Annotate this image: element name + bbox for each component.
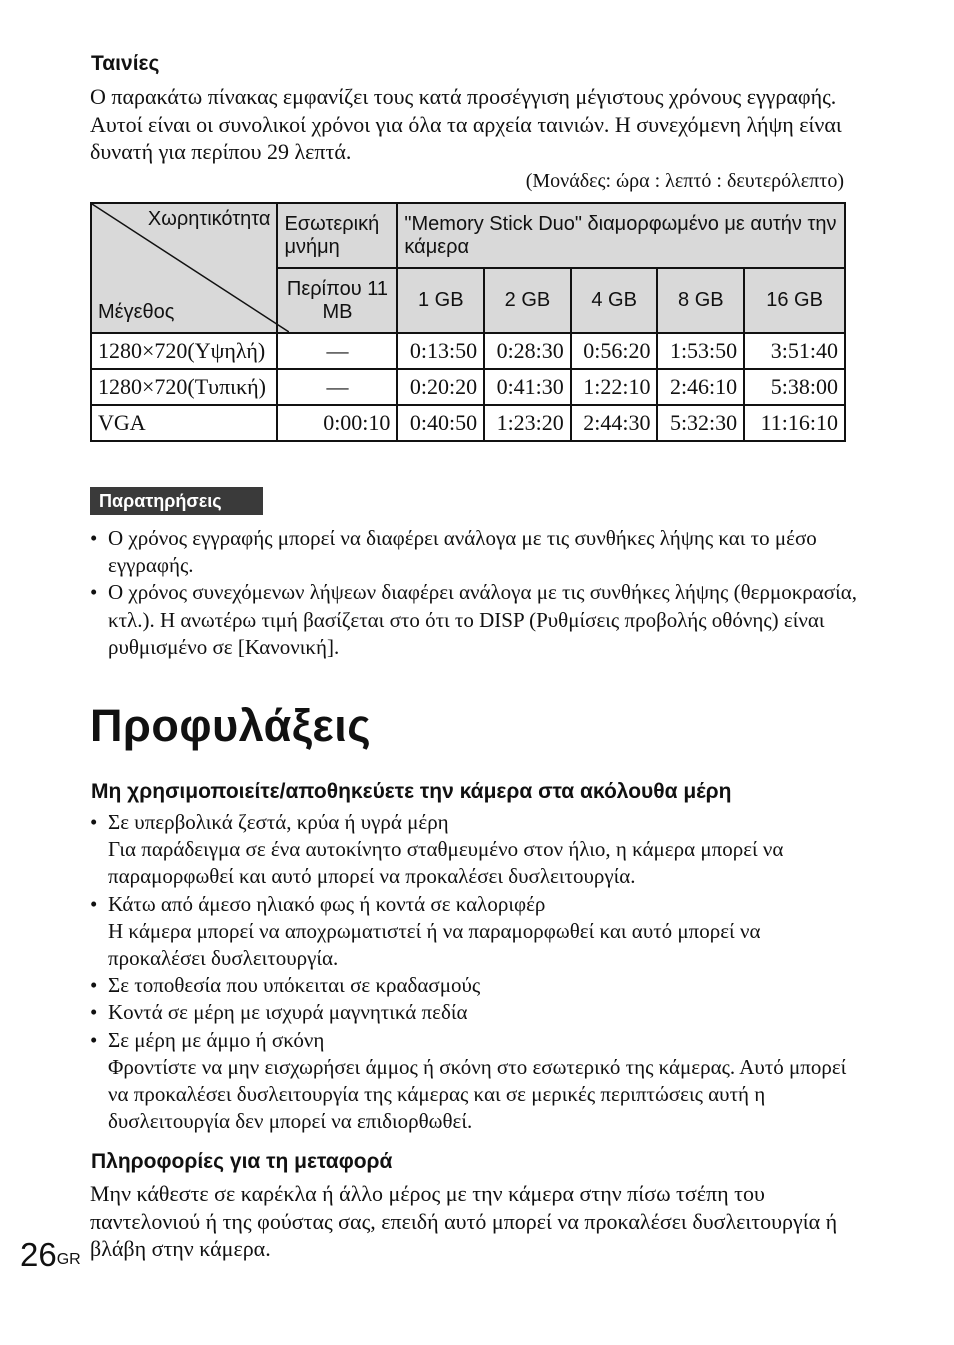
table-row bbox=[91, 333, 845, 369]
list-item-title: Σε υπερβολικά ζεστά, κρύα ή υγρά μέρη bbox=[108, 810, 449, 834]
list-item bbox=[90, 972, 860, 999]
table-row bbox=[91, 405, 845, 441]
table-cell: 0:56:20 bbox=[571, 333, 658, 369]
table-cell: — bbox=[277, 369, 397, 405]
list-item-detail: Η κάμερα μπορεί να αποχρωματιστεί ή να παραμορφωθεί και αυτό μπορεί να προκαλέσει δυσλειτουργία. bbox=[108, 918, 761, 971]
list-item: • Ο χρόνος συνεχόμενων λήψεων διαφέρει ανάλογα με τις συνθήκες λήψης (θερμοκρασία, κτλ.). Η ανωτέρω τιμή βασίζεται στο ότι το DISP (Ρυθμίσεις προβολής οθόνης) είναι ρυθμισμένο σε [Κανονική]. bbox=[90, 579, 860, 661]
row-label: 1280×720(Υψηλή) bbox=[91, 333, 277, 369]
list-item bbox=[90, 809, 860, 891]
table-cell: 5:38:00 bbox=[744, 369, 845, 405]
list-item-detail: Φροντίστε να μην εισχωρήσει άμμος ή σκόνη στο εσωτερικό της κάμερας. Αυτό μπορεί να προκαλέσει δυσλειτουργία της κάμερας και σε μερικές περιπτώσεις αυτή η δυσλειτουργία δεν μπορεί να επιδιορθωθεί. bbox=[108, 1054, 847, 1134]
table-row bbox=[91, 369, 845, 405]
list-item bbox=[90, 999, 860, 1026]
units-note: (Μονάδες: ώρα : λεπτό : δευτερόλεπτο) bbox=[525, 170, 844, 192]
table-cell: 0:40:50 bbox=[397, 405, 484, 441]
carry-text: Μην κάθεστε σε καρέκλα ή άλλο μέρος με την κάμερα στην πίσω τσέπη του παντελονιού ή της φούστας σας, επειδή αυτό μπορεί να προκαλέσει δυσλειτουργία ή βλάβη στην κάμερα. bbox=[90, 1181, 838, 1261]
page-title: Προφυλάξεις bbox=[90, 700, 372, 751]
table-cell: 0:41:30 bbox=[484, 369, 571, 405]
page-number bbox=[20, 1236, 81, 1274]
list-item-title: Σε τοποθεσία που υπόκειται σε κραδασμούς bbox=[108, 973, 481, 998]
table-cell: 0:13:50 bbox=[397, 333, 484, 369]
storage-list bbox=[90, 809, 860, 1135]
carry-heading: Πληροφορίες για τη μεταφορά bbox=[91, 1150, 393, 1173]
internal-memory-header: Εσωτερική μνήμη bbox=[277, 203, 397, 268]
page-number-value: 26 bbox=[20, 1236, 57, 1273]
table-cell: 0:20:20 bbox=[397, 369, 484, 405]
table-cell: 2:44:30 bbox=[571, 405, 658, 441]
table-cell: 1:53:50 bbox=[657, 333, 744, 369]
table-cell: 3:51:40 bbox=[744, 333, 845, 369]
table-cell: — bbox=[277, 333, 397, 369]
corner-size-label: Μέγεθος bbox=[98, 301, 175, 323]
column-header: 4 GB bbox=[571, 268, 658, 333]
list-item: • Ο χρόνος εγγραφής μπορεί να διαφέρει ανάλογα με τις συνθήκες λήψης και το μέσο εγγραφής. bbox=[90, 525, 860, 579]
table-cell: 0:28:30 bbox=[484, 333, 571, 369]
table-cell: 0:00:10 bbox=[277, 405, 397, 441]
list-item bbox=[90, 891, 860, 973]
notes-list bbox=[90, 525, 860, 661]
storage-heading: Μη χρησιμοποιείτε/αποθηκεύετε την κάμερα στα ακόλουθα μέρη bbox=[91, 780, 732, 803]
memory-stick-header: "Memory Stick Duo" διαμορφωμένο με αυτήν την κάμερα bbox=[397, 203, 845, 268]
list-item-title: Κοντά σε μέρη με ισχυρά μαγνητικά πεδία bbox=[108, 1000, 468, 1025]
list-item-detail: Για παράδειγμα σε ένα αυτοκίνητο σταθμευμένο στον ήλιο, η κάμερα μπορεί να παραμορφωθεί και αυτό μπορεί να προκαλέσει δυσλειτουργία. bbox=[108, 837, 784, 889]
movies-intro: Ο παρακάτω πίνακας εμφανίζει τους κατά προσέγγιση μέγιστους χρόνους εγγραφής. Αυτοί είναι οι συνολικοί χρόνοι για όλα τα αρχεία ταινιών. Η συνεχόμενη λήψη είναι δυνατή για περίπου 29 λεπτά. bbox=[90, 84, 842, 164]
column-header: 8 GB bbox=[657, 268, 744, 333]
corner-capacity-label: Χωρητικότητα bbox=[147, 208, 271, 230]
list-item-title: Σε μέρη με άμμο ή σκόνη bbox=[108, 1027, 325, 1052]
table-cell: 5:32:30 bbox=[657, 405, 744, 441]
internal-memory-subheader: Περίπου 11 MB bbox=[277, 268, 397, 333]
table-cell: 1:23:20 bbox=[484, 405, 571, 441]
notes-badge: Παρατηρήσεις bbox=[90, 487, 263, 515]
table-cell: 2:46:10 bbox=[657, 369, 744, 405]
page-number-suffix: GR bbox=[56, 1251, 81, 1268]
row-label: 1280×720(Τυπική) bbox=[91, 369, 277, 405]
recording-time-table bbox=[90, 202, 846, 442]
movies-heading: Ταινίες bbox=[91, 52, 160, 75]
table-cell: 1:22:10 bbox=[571, 369, 658, 405]
table-corner-cell bbox=[91, 203, 277, 333]
list-item bbox=[90, 1027, 860, 1136]
column-header: 16 GB bbox=[744, 268, 845, 333]
table-cell: 11:16:10 bbox=[744, 405, 845, 441]
list-item-title: Κάτω από άμεσο ηλιακό φως ή κοντά σε καλοριφέρ bbox=[108, 891, 546, 916]
column-header: 1 GB bbox=[397, 268, 484, 333]
row-label: VGA bbox=[91, 405, 277, 441]
column-header: 2 GB bbox=[484, 268, 571, 333]
